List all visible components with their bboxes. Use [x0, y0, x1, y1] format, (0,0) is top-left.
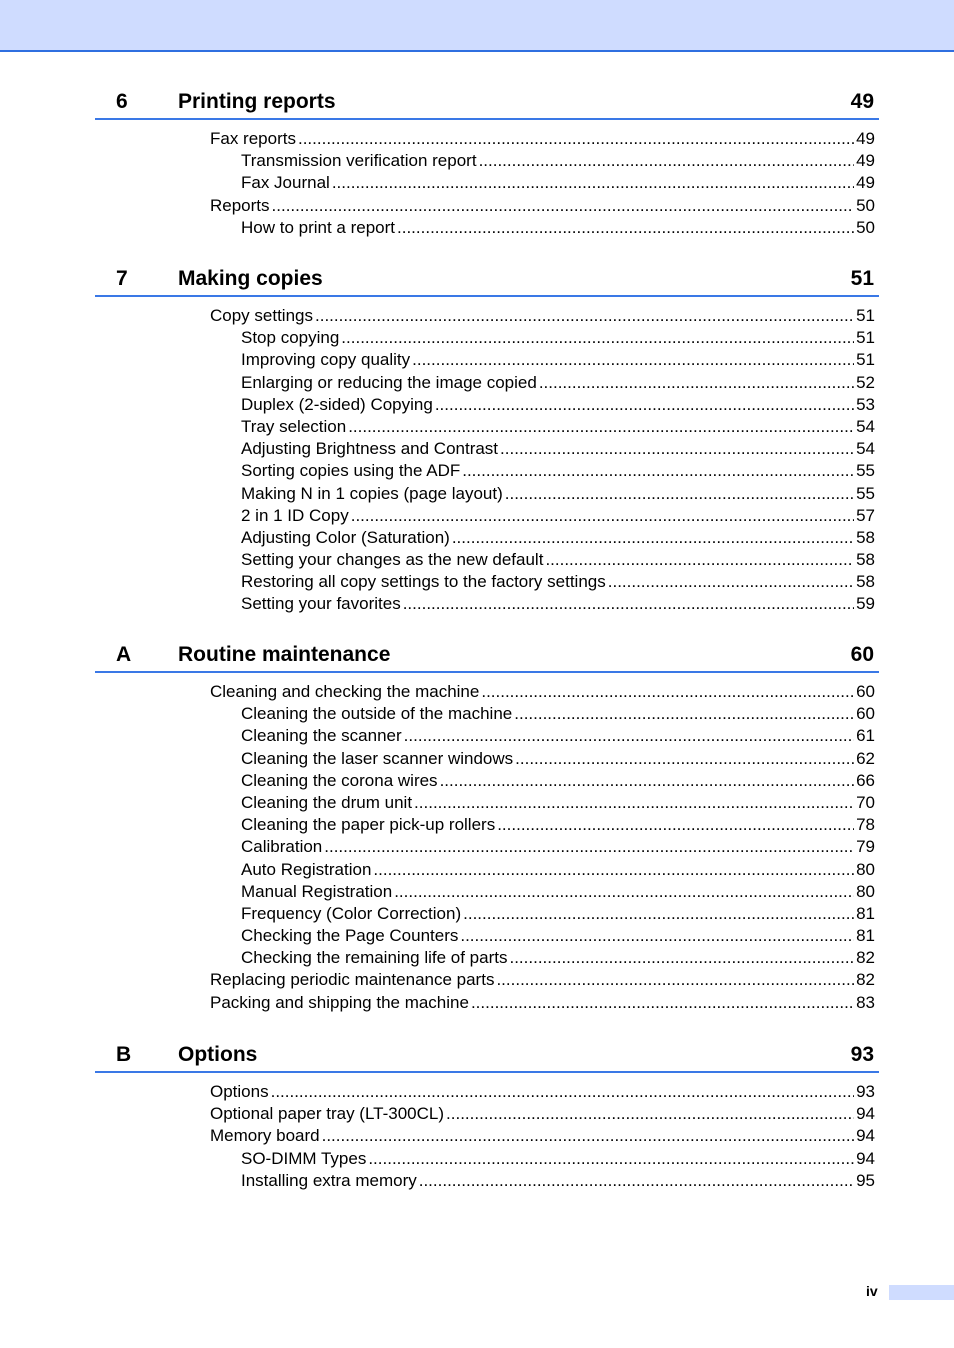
dot-leader: [497, 814, 854, 836]
dot-leader: [368, 1148, 854, 1170]
entry-page-number: 94: [856, 1126, 875, 1146]
toc-entry[interactable]: [95, 1081, 879, 1103]
dot-leader: [446, 1103, 854, 1125]
chapter-heading[interactable]: [95, 88, 879, 120]
dot-leader: [397, 217, 854, 239]
entry-page-number: 53: [856, 394, 875, 414]
chapter-section: [95, 265, 879, 616]
entry-page-number: 60: [856, 704, 875, 724]
entry-title: Auto Registration: [241, 859, 372, 879]
entry-page-number: 93: [856, 1082, 875, 1101]
chapter-number: A: [116, 643, 132, 666]
entry-title: Improving copy quality: [241, 350, 411, 370]
entry-page-number: 60: [856, 682, 875, 701]
entry-title: Cleaning the scanner: [241, 726, 402, 746]
entry-page-number: 57: [856, 505, 875, 525]
toc-subentry[interactable]: [95, 150, 879, 172]
entry-page-number: 52: [856, 372, 875, 392]
entry-page-number: 51: [856, 350, 875, 370]
entry-list: [95, 1081, 879, 1192]
entry-page-number: 95: [856, 1170, 875, 1190]
chapter-number: B: [116, 1043, 132, 1066]
dot-leader: [324, 836, 854, 858]
toc-subentry[interactable]: [95, 881, 879, 903]
toc-subentry[interactable]: [95, 416, 879, 438]
entry-page-number: 50: [856, 217, 875, 237]
chapter-heading[interactable]: [95, 1041, 879, 1073]
entry-title: Cleaning the corona wires: [241, 770, 438, 790]
toc-entry[interactable]: [95, 305, 879, 327]
toc-subentry[interactable]: [95, 549, 879, 571]
entry-title: Sorting copies using the ADF: [241, 461, 461, 481]
entry-title: Cleaning the paper pick-up rollers: [241, 815, 496, 835]
entry-list: [95, 128, 879, 239]
entry-title: Cleaning and checking the machine: [210, 682, 480, 701]
toc-subentry[interactable]: [95, 571, 879, 593]
dot-leader: [373, 859, 854, 881]
chapter-heading[interactable]: [95, 641, 879, 673]
dot-leader: [348, 416, 854, 438]
toc-subentry[interactable]: [95, 593, 879, 615]
toc-subentry[interactable]: [95, 814, 879, 836]
toc-subentry[interactable]: [95, 725, 879, 747]
chapter-page-number: 60: [850, 643, 874, 666]
entry-title: Copy settings: [210, 306, 313, 325]
toc-subentry[interactable]: [95, 394, 879, 416]
dot-leader: [351, 505, 854, 527]
dot-leader: [462, 460, 854, 482]
toc-subentry[interactable]: [95, 217, 879, 239]
dot-leader: [463, 903, 854, 925]
chapter-section: [95, 1041, 879, 1192]
entry-page-number: 58: [856, 527, 875, 547]
entry-page-number: 55: [856, 483, 875, 503]
entry-title: Setting your changes as the new default: [241, 550, 544, 570]
dot-leader: [414, 792, 854, 814]
entry-page-number: 70: [856, 792, 875, 812]
chapter-page-number: 51: [850, 267, 874, 290]
entry-title: Calibration: [241, 837, 323, 857]
entry-title: Options: [210, 1082, 269, 1101]
entry-title: Frequency (Color Correction): [241, 903, 462, 923]
entry-title: Tray selection: [241, 416, 347, 436]
entry-page-number: 78: [856, 815, 875, 835]
entry-title: Duplex (2-sided) Copying: [241, 394, 433, 414]
entry-title: Making N in 1 copies (page layout): [241, 483, 503, 503]
entry-page-number: 54: [856, 439, 875, 459]
dot-leader: [514, 703, 854, 725]
dot-leader: [479, 150, 855, 172]
chapter-number: 6: [116, 90, 128, 113]
entry-page-number: 82: [856, 948, 875, 968]
entry-title: Checking the remaining life of parts: [241, 948, 508, 968]
entry-title: 2 in 1 ID Copy: [241, 505, 349, 525]
entry-page-number: 58: [856, 572, 875, 592]
entry-page-number: 49: [856, 129, 875, 148]
entry-page-number: 81: [856, 926, 875, 946]
entry-list: [95, 681, 879, 1014]
dot-leader: [332, 172, 854, 194]
toc-subentry[interactable]: [95, 438, 879, 460]
dot-leader: [481, 681, 854, 703]
toc-entry[interactable]: [95, 128, 879, 150]
entry-page-number: 50: [856, 195, 875, 215]
dot-leader: [298, 128, 854, 150]
toc-entry[interactable]: [95, 1103, 879, 1125]
dot-leader: [394, 881, 854, 903]
entry-title: Installing extra memory: [241, 1170, 417, 1190]
dot-leader: [460, 925, 854, 947]
dot-leader: [452, 527, 854, 549]
entry-page-number: 51: [856, 306, 875, 325]
dot-leader: [539, 372, 854, 394]
chapter-title: Routine maintenance: [178, 643, 391, 666]
entry-title: Cleaning the drum unit: [241, 792, 413, 812]
dot-leader: [500, 438, 854, 460]
dot-leader: [419, 1170, 854, 1192]
dot-leader: [440, 770, 855, 792]
toc-subentry[interactable]: [95, 770, 879, 792]
toc-subentry[interactable]: [95, 527, 879, 549]
entry-page-number: 59: [856, 594, 875, 614]
entry-title: Reports: [210, 195, 270, 215]
entry-title: Enlarging or reducing the image copied: [241, 372, 537, 392]
chapter-number: 7: [116, 267, 128, 290]
dot-leader: [545, 549, 854, 571]
entry-page-number: 66: [856, 770, 875, 790]
chapter-page-number: 93: [850, 1043, 874, 1066]
entry-title: Fax reports: [210, 129, 296, 148]
toc-subentry[interactable]: [95, 460, 879, 482]
chapter-section: [95, 88, 879, 239]
chapter-title: Printing reports: [178, 90, 336, 113]
entry-page-number: 49: [856, 151, 875, 171]
entry-title: Restoring all copy settings to the factory settings: [241, 572, 606, 592]
entry-page-number: 55: [856, 461, 875, 481]
entry-title: Cleaning the outside of the machine: [241, 704, 513, 724]
entry-title: Replacing periodic maintenance parts: [210, 970, 495, 990]
entry-title: Optional paper tray (LT-300CL): [210, 1104, 445, 1124]
entry-page-number: 54: [856, 416, 875, 436]
toc-subentry[interactable]: [95, 903, 879, 925]
toc-subentry[interactable]: [95, 172, 879, 194]
dot-leader: [509, 947, 854, 969]
chapter-section: [95, 641, 879, 1014]
entry-page-number: 94: [856, 1104, 875, 1124]
toc-subentry[interactable]: [95, 925, 879, 947]
footer-tab: [889, 1285, 954, 1300]
toc-subentry[interactable]: [95, 792, 879, 814]
toc-entry[interactable]: [95, 969, 879, 991]
entry-page-number: 80: [856, 859, 875, 879]
toc-subentry[interactable]: [95, 947, 879, 969]
entry-title: Stop copying: [241, 328, 340, 348]
toc-subentry[interactable]: [95, 1148, 879, 1170]
dot-leader: [272, 195, 855, 217]
toc-subentry[interactable]: [95, 1170, 879, 1192]
toc-subentry[interactable]: [95, 483, 879, 505]
dot-leader: [496, 969, 854, 991]
entry-title: Memory board: [210, 1126, 320, 1146]
dot-leader: [505, 483, 854, 505]
entry-page-number: 80: [856, 881, 875, 901]
entry-page-number: 49: [856, 173, 875, 193]
entry-page-number: 82: [856, 970, 875, 990]
dot-leader: [435, 394, 854, 416]
dot-leader: [404, 725, 854, 747]
page-number: iv: [866, 1283, 878, 1299]
entry-page-number: 62: [856, 748, 875, 768]
toc-entry[interactable]: [95, 1125, 879, 1147]
toc-subentry[interactable]: [95, 836, 879, 858]
entry-title: Manual Registration: [241, 881, 393, 901]
toc-subentry[interactable]: [95, 748, 879, 770]
entry-page-number: 58: [856, 550, 875, 570]
dot-leader: [515, 748, 854, 770]
entry-page-number: 94: [856, 1148, 875, 1168]
toc-entry[interactable]: [95, 992, 879, 1014]
dot-leader: [271, 1081, 854, 1103]
entry-page-number: 51: [856, 328, 875, 348]
entry-title: Packing and shipping the machine: [210, 992, 469, 1012]
entry-title: Adjusting Color (Saturation): [241, 527, 450, 547]
entry-title: How to print a report: [241, 217, 396, 237]
chapter-heading[interactable]: [95, 265, 879, 297]
toc-entry[interactable]: [95, 195, 879, 217]
entry-page-number: 83: [856, 992, 875, 1012]
toc-subentry[interactable]: [95, 859, 879, 881]
entry-page-number: 61: [856, 726, 875, 746]
dot-leader: [412, 349, 854, 371]
toc-subentry[interactable]: [95, 327, 879, 349]
entry-title: Adjusting Brightness and Contrast: [241, 439, 499, 459]
dot-leader: [322, 1125, 854, 1147]
chapter-title: Options: [178, 1043, 258, 1066]
entry-title: Setting your favorites: [241, 594, 401, 614]
entry-title: Cleaning the laser scanner windows: [241, 748, 514, 768]
dot-leader: [403, 593, 854, 615]
chapter-title: Making copies: [178, 267, 323, 290]
dot-leader: [315, 305, 854, 327]
entry-title: SO-DIMM Types: [241, 1148, 367, 1168]
header-band: [0, 0, 954, 52]
entry-page-number: 79: [856, 837, 875, 857]
entry-title: Transmission verification report: [241, 151, 477, 171]
toc-entry[interactable]: [95, 681, 879, 703]
toc-subentry[interactable]: [95, 349, 879, 371]
toc-subentry[interactable]: [95, 505, 879, 527]
dot-leader: [471, 992, 854, 1014]
dot-leader: [341, 327, 854, 349]
entry-page-number: 81: [856, 903, 875, 923]
toc-subentry[interactable]: [95, 703, 879, 725]
chapter-page-number: 49: [850, 90, 874, 113]
toc-subentry[interactable]: [95, 372, 879, 394]
dot-leader: [608, 571, 854, 593]
entry-title: Fax Journal: [241, 173, 330, 193]
entry-title: Checking the Page Counters: [241, 926, 459, 946]
entry-list: [95, 305, 879, 616]
